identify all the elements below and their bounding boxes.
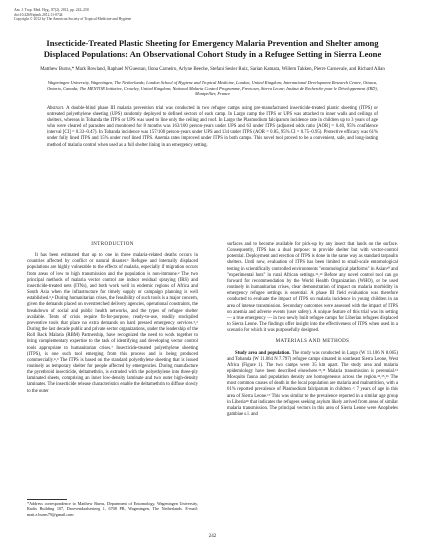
footnote-rule — [27, 499, 67, 500]
author-list: Matthew Burns,* Mark Rowland, Raphael N'Guessan, Ilona Carneiro, Arlyne Beeche, Stefani Sesler Ruiz, Sarian Kamara, Willem Takken, Pierre Carnevale, and Richard Allan — [40, 67, 385, 72]
affiliations: Wageningen University, Wageningen, The Netherlands; London School of Hygiene and Tropical Medicine, London, United Kingdom; International Development Research Centre, Ottawa, Ontario, Canada; The MENTOR Initiative, Crawley, United Kingdom; National Malaria Control Programme, Freetown, Sierra Leone; Institut de Recherche pour le Développement (IRD), Montpellier, France — [47, 80, 378, 97]
right-column — [227, 242, 398, 418]
study-area-text: The study was conducted in Largo (W 11.106 N 8.065) and Tobanda (W 11.064 N 7.797) refugee camps situated in southeast Sierra Leone, West Africa (Figure 1). The two camps were 35 km apart. The study area and malaria epidemiology have been described elsewhere.¹²,¹³ Malaria transmission is perennial.¹³ Mosquito fauna and population density are homogeneous across the region.¹³,¹⁵,¹⁶ The most common causes of death in the local population are malaria and malnutrition, with a 61% reported prevalence of Plasmodium falciparum in children < 7 years of age in this area of Sierra Leone.¹⁷ This was similar to the prevalence reported in a similar age group in Liberia¹⁸ that indicates the refugees seeking asylum likely arrived from areas of similar malaria transmission. The principal vectors in this area of Sierra Leone were Anopheles gambiae s.l. and — [227, 350, 398, 418]
article-title: Insecticide-Treated Plastic Sheeting for Emergency Malaria Prevention and Shelter among Displaced Populations: An Observational Cohort Study in a Refugee Setting in Sierra Leone — [43, 38, 382, 59]
study-area-paragraph — [227, 351, 398, 419]
copyright-line: Copyright © 2012 by The American Society of Tropical Medicine and Hygiene — [14, 17, 132, 22]
subsection-heading: Study area and population. — [235, 350, 291, 356]
introduction-paragraph: It has been estimated that up to one in three malaria-related deaths occurs in countries affected by conflict or natural disaster.¹ Refugee and internally displaced populations are highly vulnerable to the effects of malaria, especially if migration occurs from areas of low to high transmission and the population is non-immune.² The two principal methods of malaria vector control are indoor residual spraying (IRS) and insecticide-treated nets (ITNs), and both work well in endemic regions of Africa and South Asia when the infrastructure for timely supply or campaign planning is well established.³,⁴ During humanitarian crises, the feasibility of such tools is a major concern, given the demands placed on overstretched delivery agencies, operational constraints, the breakdown of social and public health networks, and the types of refugee shelter available. Tents of crisis require fit-for-purpose, ready-to-use, readily stockpiled preventive tools that place no extra demands on hard pressed emergency services.⁵,⁶ During the last decade public and private sector organizations, under the leadership of the Roll Back Malaria (RBM) Partnership, have recognized the need to work together to bring complementary expertise to the task of identifying and developing vector control tools appropriate to humanitarian crises.⁷ Insecticide-treated polyethylene sheeting (ITPS), is one such tool emerging from this process and is being produced commercially.⁸,⁹ The ITPS is based on the standard polyethylene sheeting that is issued routinely as temporary shelter for people affected by emergencies. During manufacture the pyrethroid insecticide, deltamethrin, is extruded with the polyethylene into three-ply laminated sheets, comprising an inner low-density laminate and two outer high-density laminates. The insecticide release characteristics enable the deltamethrin to diffuse slowly to the outer — [27, 253, 198, 394]
section-heading-introduction: INTRODUCTION — [91, 242, 134, 247]
left-column — [27, 242, 198, 395]
doi-line: doi:10.4269/ajtmh.2012.11-0744 — [14, 12, 63, 17]
page-number: 242 — [208, 534, 217, 539]
journal-citation: Am. J. Trop. Med. Hyg., 87(2), 2012, pp. 242–250 — [14, 8, 89, 12]
abstract — [47, 106, 378, 149]
correspondence-footnote: *Address correspondence to Matthew Burns, Department of Entomology, Wageningen University, Radix Building 107, Droevendaalsesteeg 1, 6708 PB, Wageningen, The Netherlands. E-mail: matt.e.burns79@gmail.com — [27, 501, 198, 517]
introduction-paragraph-continued: surfaces and to become available for pick-up by any insect that lands on the surface. Consequently, ITPS has a dual purpose: to provide shelter but with vector-control potential. Deployment and erection of ITPS is done in the same way as standard tarpaulin shelters. Until now, evaluation of ITPS has been limited to small-scale entomological testing in scientifically controlled environments "entomological platforms" in Asian¹⁰ and "experimental huts" in rural African settings.¹¹,¹² Before any novel control tool can go forward for recommendation by the World Health Organization (WHO), or be used routinely in humanitarian crises, clear demonstration of impact on malaria morbidity in emergency refugee settings is essential. A phase III field evaluation was therefore conducted to evaluate the impact of ITPS on malaria incidence in young children in an area of intense transmission. Secondary outcomes were assessed with the impact of ITPS on anemia and adverse events (user safety). A unique feature of this trial was its setting — a true emergency — in two newly built refugee camps for Liberian refugees displaced to Sierra Leone. The findings offer insight into the effectiveness of ITPS when used in a scenario for which it was purposefully designed. — [227, 242, 398, 334]
journal-header — [14, 8, 131, 22]
section-heading-methods: MATERIALS AND METHODS — [275, 339, 350, 345]
abstract-text: A double-blind phase III malaria prevention trial was conducted in two refugee camps using pre-manufactured insecticide-treated plastic sheeting (ITPS) or untreated polyethylene sheeting (UPS) randomly deployed to defined sectors of each camp. In Largo camp the ITPS or UPS was attached to inner walls and ceilings of shelters, whereas in Tobanda the ITPS or UPS was used to line only the ceiling and roof. In Largo the Plasmodium falciparum incidence rate in children up to 3 years of age who were cleared of parasites and monitored for 8 months was 163/100 person-years under UPS and 63 under ITPS (adjusted odds ratio [AOR] = 0.40, 95% confidence interval [CI] = 0.33–0.47). In Tobanda incidence was 157/100 person-years under UPS and 134 under ITPS (AOR = 0.85, 95% CI = 0.75–0.95). Protective efficacy was 61% under fully lined ITPS and 15% under roof lined ITPS. Anemia rates improved under ITPS in both camps. This novel tool proved to be a convenient, safe, and long-lasting method of malaria control when used as a full shelter lining in an emergency setting. — [47, 106, 378, 148]
abstract-label: Abstract. — [47, 106, 65, 111]
